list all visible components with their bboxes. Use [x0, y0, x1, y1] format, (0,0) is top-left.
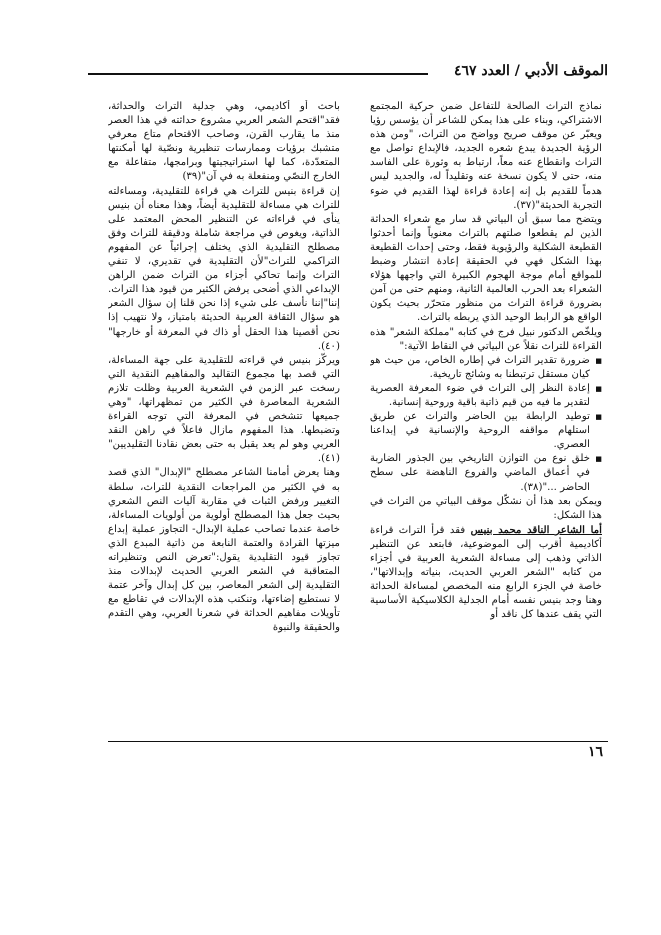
paragraph: [370, 523, 602, 623]
paragraph: نماذج التراث الصالحة للتفاعل ضمن حركية المجتمع الاشتراكي، وبناء على هذا يمكن للشاعر أن يؤسس رؤيا ويعبّر عن موقف صريح وواضح من التراث، "ومن هذه الرؤية الجديدة يبدع شعره الجديد، فالإبداع تواصل مع التراث وانقطاع عنه معاً، ارتباط به وثورة على الفاسد منه، حتى لا يكون نسخة عنه وتقليداً له، والجديد ليس هدماً للقديم بل إنه إعادة قراءة لهذا القديم في ضوء التجربة الحديثة"(٣٧).: [370, 101, 602, 211]
left-text-column: [108, 100, 340, 728]
paragraph-text: فقد قرأ التراث قراءة أكاديمية أقرب إلى الموضوعية، فابتعد عن التنظير الذاتي وذهب إلى مساءلة الشعرية العربية في أجزاء من كتابه "الشعر العربي الحديث، بنياته وإبدالاتها"، خاصة في الجزء الرابع منه المخصص لمساءلة الحداثة وهنا وجد بنيس نفسه أمام الجدلية الكلاسيكية الأساسية التي يقف عندها كل ناقد أو: [370, 524, 602, 621]
header-rule: [88, 73, 428, 75]
paragraph: وهنا يعرض أمامنا الشاعر مصطلح "الإبدال" الذي قصد به في الكثير من المراجعات النقدية للتراث، سلطة التغيير ورفض الثبات في مقاربة آليات النص الشعري بحيث جعل هذا المصطلح أولوية من أولويات المساءلة، خاصة عندما تصاحب عملية الإبدال- التجاوز عملية إبداع ميزتها القرادة والعتمة النابعة من ذاتية المبدع الذي تجاوز قيود التقليدية يقول:"تعرض النص وتنظيراته المتعاقبة في الشعر العربي الحديث لإبدالات منذ التقليدية إلى الشعر المعاصر، بين كل إبدال وآخر عتمة لا نستطيع إضاءتها، وتنكتب هذه الإبدالات في تقاطع مع تأويلات مفاهيم الحداثة في شعرنا العربي، وهي التقدم والحقيقة والنبوة: [108, 467, 340, 634]
paragraph: ويلخّص الدكتور نبيل فرج في كتابه "مملكة الشعر" هذه القراءة للتراث نقلاً عن البياتي في النقاط الآتية:": [370, 326, 602, 352]
right-text-column: [370, 100, 602, 728]
paragraph: ويركّز بنيس في قراءته للتقليدية على جهة المساءلة، التي قصد بها مجموع التقاليد والمفاهيم النقدية التي رسخت عبر الزمن في الشعرية العربية وظلت تلازم الشعرية المعاصرة في الكثير من تمظهراتها، "وهي جميعها تتشخص في المعرفة التي توجه القراءة وتضبطها. هذا المفهوم مازال فاعلاً في راهن النقد العربي وهو لم يعد يقبل به حتى بعض نقادنا التقليديين"(٤١).: [108, 354, 340, 465]
bold-lead-in: أما الشاعر الناقد محمد بنيس: [470, 523, 602, 536]
paragraph: ويتضح مما سبق أن البياتي قد سار مع شعراء الحداثة الذين لم يقطعوا صلتهم بالتراث معنوياً وإنما أحدثوا القطيعة الشكلية والرؤيوية فقط، وحتى إحداث القطيعة بهذا الشكل فهي في الحقيقة إعادة انتشار وضبط للمواقع أمام موجة الهجوم الكبيرة التي واجهها هؤلاء الشعراء بعد الحرب العالمية الثانية، ومنهم حتى من آمن بضرورة قراءة التراث من منظور متحرّر بحيث يكون الواقع هو الرابط الوحيد الذي يربطه بالتراث.: [370, 213, 602, 324]
paragraph: باحث أو أكاديمي، وهي جدلية التراث والحداثة، فقد"اقتحم الشعر العربي مشروع حداثته في هذا العصر منذ ما يقارب القرن، وصاحب الاقتحام متاع معرفي متشبك برؤيات وممارسات تنظيرية ونصّية لها أمكنتها المتعدّدة، كما لها استراتيجيتها وبرامجها، متفاعلة مع الخارج النصّي ومنفعلة به في آن"(٣٩): [108, 101, 340, 183]
footer-rule: [108, 741, 608, 742]
page-number: ١٦: [587, 744, 603, 760]
journal-issue-title: الموقف الأدبي / العدد ٤٦٧: [453, 63, 608, 79]
bullet-item: ■ خلق نوع من التوازن التاريخي بين الجذور الضاربة في أعماق الماضي والفروع الناهضة على سطح الحاضر ..."(٣٨).: [370, 452, 602, 494]
bullet-item: ■ ضرورة تقدير التراث في إطاره الخاص، من حيث هو كيان مستقل ترتبطنا به وشائج تاريخية.: [370, 354, 602, 382]
paragraph: إن قراءة بنيس للتراث هي قراءة للتقليدية، ومساءلته للتراث هي مساءلة للتقليدية أيضاً، وهذا معناه أن بنيس ينأى في قراءاته عن التنظير المحض المعتمد على الذاتية، ويغوص في مراجعة شاملة ودقيقة للتراث وفق مصطلح التقليدية الذي يختلف إجرائياً عن المفهوم التراكمي للتراث"لأن التقليدية في تقديري، لا تنفي التراث وإنما تحاكي أجزاء من التراث ضمن الراهن الإبداعي الذي أضحى يرفض الكثير من قيود هذا التراث. إننا"إننا نأسف على شيء إذا نحن قلنا إن سؤال الشعر هو سؤال الثقافة العربية الحديثة بامتياز، ولا نتهيب إذا نحن أقصينا هذا الحقل أو ذاك في المعرفة أو خارجها"(٤٠).: [108, 185, 340, 352]
paragraph: ويمكن بعد هذا أن نشكّل موقف البياتي من التراث في هذا الشكل:: [370, 495, 602, 521]
bullet-list: [370, 354, 602, 495]
page-header: [88, 60, 608, 82]
bullet-item: ■ إعادة النظر إلى التراث في ضوء المعرفة العصرية لتقدير ما فيه من قيم ذاتية باقية وروحية إنسانية.: [370, 382, 602, 410]
bullet-item: ■ توطيد الرابطة بين الحاضر والتراث عن طريق استلهام مواقفه الروحية والإنسانية في إبداعنا العصري.: [370, 410, 602, 452]
